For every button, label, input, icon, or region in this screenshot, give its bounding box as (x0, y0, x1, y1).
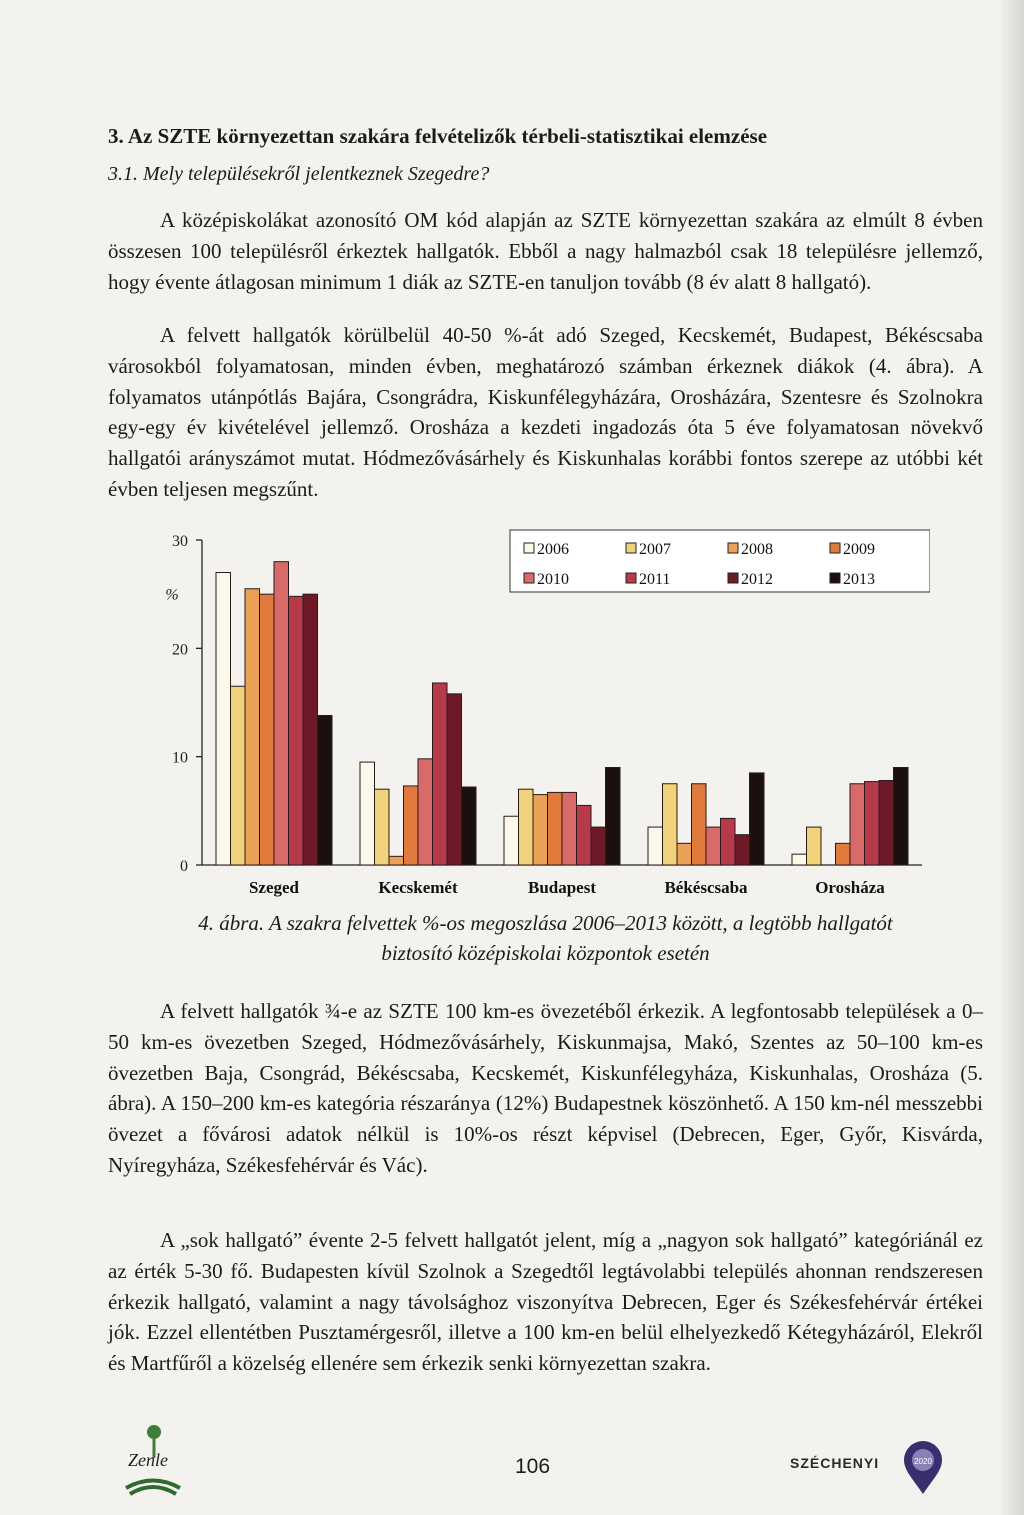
bar (231, 686, 246, 865)
bar (836, 843, 851, 865)
bar (303, 594, 318, 865)
y-tick-label: 20 (172, 641, 188, 659)
y-tick-label: 10 (172, 749, 188, 767)
bar-chart (150, 520, 930, 900)
bar (894, 768, 909, 866)
page-number: 106 (515, 1455, 551, 1478)
bar (879, 781, 894, 866)
logo-lettering: Zenle (128, 1450, 168, 1470)
bar (389, 856, 404, 865)
bar (562, 792, 577, 865)
pin-year: 2020 (914, 1457, 932, 1466)
bar (577, 805, 592, 865)
bar (750, 773, 765, 865)
bar (850, 784, 865, 865)
bar (706, 827, 721, 865)
legend-label: 2009 (843, 541, 875, 558)
bar (663, 784, 678, 865)
legend-label: 2006 (537, 541, 569, 558)
legend-label: 2013 (843, 571, 875, 588)
figure-caption (108, 908, 983, 968)
paragraph-3: A felvett hallgatók ¾-e az SZTE 100 km-es övezetéből érkezik. A legfontosabb települések a 0–50 km-es övezetben Szeged, Hódmezővásárhely, Kiskunmajsa, Makó, Szentes az 50–100 km-es övezetben Baja, Csongrád, Békéscsaba, Kecskemét, Kiskunfélegyháza, Kiskunhalas, Orosháza (5. ábra). A 150–200 km-es kategória részaránya (12%) Budapestnek köszönhető. A 150 km-nél messzebbi övezet a fővárosi adatok nélkül is 10%-os részt képvisel (Debrecen, Eger, Győr, Kisvárda, Nyíregyháza, Székesfehérvár és Vác). (108, 999, 983, 1177)
bar (865, 782, 880, 865)
bar (807, 827, 822, 865)
legend-label: 2012 (741, 571, 773, 588)
bar (606, 768, 621, 866)
szechenyi-pin-icon (902, 1440, 944, 1501)
x-category-label: Kecskemét (378, 878, 458, 897)
bar (533, 795, 548, 865)
bar (462, 787, 477, 865)
page-edge (1002, 0, 1024, 1515)
bar (648, 827, 663, 865)
legend-label: 2007 (639, 541, 671, 558)
bar (418, 759, 433, 865)
legend-swatch (524, 573, 534, 583)
paragraph-4: A „sok hallgató” évente 2-5 felvett hallgatót jelent, míg a „nagyon sok hallgató” kategóriánál ez az érték 5-30 fő. Budapesten kívül Szolnok a Szegedtől legtávolabbi település ahonnan rendszeresen érkezik hallgató, valamint a nagy távolsághoz viszonyítva Debrecen, Eger és Székesfehérvár értékei jók. Ezzel ellentétben Pusztamérgesről, illetve a 100 km-en belül elhelyezkedő Kétegyházáról, Elekről és Martfűről a közelség ellenére sem érkezik senki környezettan szakra. (108, 1228, 983, 1376)
bar (404, 786, 419, 865)
bar (792, 854, 807, 865)
bar (548, 792, 563, 865)
legend-swatch (728, 543, 738, 553)
bar (289, 596, 304, 865)
bar (216, 573, 231, 866)
y-axis-label: % (165, 586, 179, 604)
bar (447, 694, 462, 865)
caption-line-2: biztosító középiskolai központok esetén (381, 941, 710, 965)
section-heading: 3. Az SZTE környezettan szakára felvételizők térbeli-statisztikai elemzése (108, 124, 768, 148)
bar (692, 784, 707, 865)
bar (375, 789, 390, 865)
x-category-label: Szeged (248, 878, 300, 897)
x-category-label: Békéscsaba (664, 878, 748, 897)
legend-swatch (830, 543, 840, 553)
bar (519, 789, 534, 865)
legend-swatch (626, 573, 636, 583)
legend-swatch (524, 543, 534, 553)
legend-label: 2010 (537, 571, 569, 588)
szechenyi-brand: SZÉCHENYI (790, 1455, 880, 1471)
y-tick-label: 0 (180, 858, 188, 875)
bar (260, 594, 275, 865)
x-category-label: Budapest (527, 878, 597, 897)
zenle-logo-icon (118, 1418, 188, 1503)
bar (735, 835, 750, 865)
x-category-label: Orosháza (815, 878, 885, 897)
caption-line-1: 4. ábra. A szakra felvettek %-os megoszlása 2006–2013 között, a legtöbb hallgatót (198, 911, 893, 935)
paragraph-2: A felvett hallgatók körülbelül 40-50 %-át adó Szeged, Kecskemét, Budapest, Békéscsaba városokból folyamatosan, minden évben, meghatározó számban érkeznek diákok (4. ábra). A folyamatos utánpótlás Bajára, Csongrádra, Kiskunfélegyházára, Orosházára, Szentesre és Szolnokra egy-egy év kivételével jellemző. Orosháza a kezdeti ingadozás óta 5 éve folyamatosan növekvő hallgatói arányszámot mutat. Hódmezővásárhely és Kiskunhalas korábbi fontos szerepe az utóbbi két évben teljesen megszűnt. (108, 323, 983, 501)
legend-swatch (830, 573, 840, 583)
bar (504, 816, 519, 865)
bar (721, 818, 736, 865)
y-tick-label: 30 (172, 533, 188, 550)
subsection-heading: 3.1. Mely településekről jelentkeznek Szegedre? (108, 163, 490, 185)
bar (318, 716, 333, 866)
bar (433, 683, 448, 865)
bar (591, 827, 606, 865)
legend-label: 2008 (741, 541, 773, 558)
legend-swatch (626, 543, 636, 553)
bar (274, 562, 289, 865)
bar (677, 843, 692, 865)
bar (360, 762, 375, 865)
paragraph-1: A középiskolákat azonosító OM kód alapján az SZTE környezettan szakára az elmúlt 8 évben összesen 100 településről érkeztek hallgatók. Ebből a nagy halmazból csak 18 településre jellemző, hogy évente átlagosan minimum 1 diák az SZTE-en tanuljon tovább (8 év alatt 8 hallgató). (108, 208, 983, 294)
legend-label: 2011 (639, 571, 671, 588)
bar (245, 589, 260, 865)
legend-swatch (728, 573, 738, 583)
